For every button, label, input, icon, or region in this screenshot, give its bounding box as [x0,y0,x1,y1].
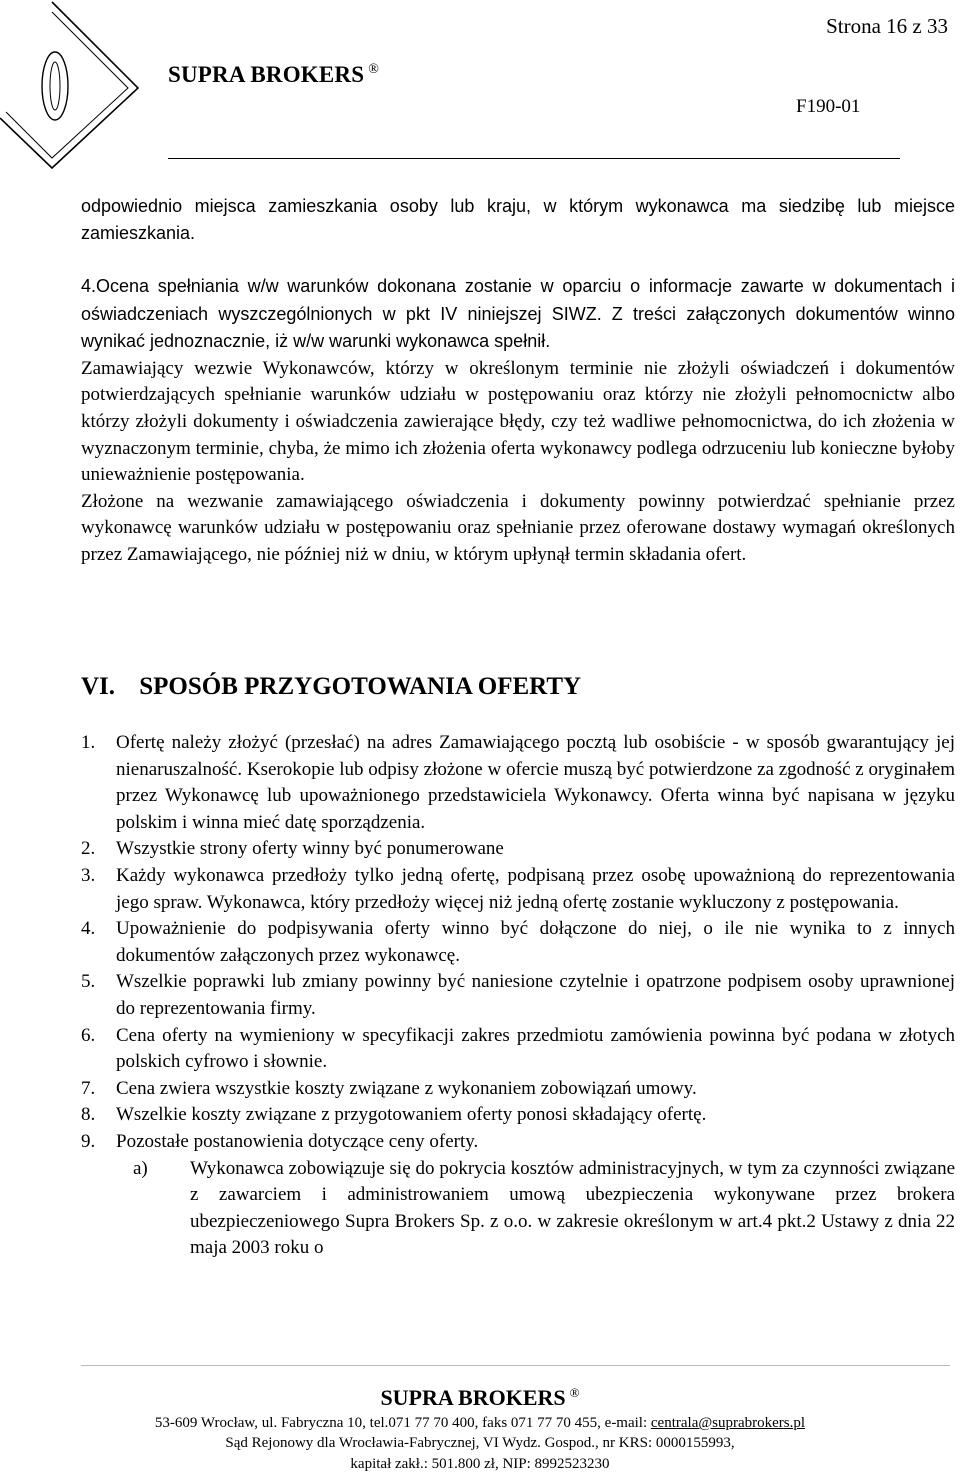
evaluation-text-2: Z treści załączonych dokumentów winno wynikać jednoznacznie, iż w/w warunki wykonawca spełnił. [81,303,955,352]
page-number: Strona 16 z 33 [826,14,948,38]
paragraph-continued: odpowiednio miejsca zamieszkania osoby lub kraju, w którym wykonawca ma siedzibę lub miejsce zamieszkania. [81,196,955,243]
section-list [81,730,955,1262]
form-code: F190-01 [796,96,861,117]
list-item: 5. Wszelkie poprawki lub zmiany powinny być naniesione czytelnie i opatrzone podpisem osoby uprawnionej do reprezentowania firmy. [81,971,955,1019]
footer-email-link[interactable]: centrala@suprabrokers.pl [650,1415,806,1431]
list-item: 4. Upoważnienie do podpisywania oferty winno być dołączone do niej, o ile nie wynika to z innych dokumentów załączonych przez wykonawcę. [81,918,955,966]
sublist-item: a) Wykonawca zobowiązuje się do pokrycia kosztów administracyjnych, w tym za czynności związane z zawarciem i administrowaniem umową ubezpieczenia wykonywane przez brokera ubezpieczeniowego Supra Brokers Sp. z o.o. w zakresie określonym w art.4 pkt.2 Ustawy z dnia 22 maja 2003 roku o [133,1157,955,1259]
list-item: 6. Cena oferty na wymieniony w specyfikacji zakres przedmiotu zamówienia powinna być podana w złotych polskich cyfrowo i słownie. [81,1024,955,1073]
evaluation-text: 4.Ocena spełniania w/w warunków dokonana zostanie w oparciu o informacje zawarte w dokumentach i oświadczeniach wyszczególnionych w pkt IV niniejszej SIWZ. [81,276,955,324]
body-block-2 [81,273,955,569]
sublist-wrapper [81,1156,955,1262]
paragraph-summon: Zamawiający wezwie Wykonawców, którzy w określonym terminie nie złożyli oświadczeń i dokumentów potwierdzających spełnianie warunków udziału w postępowaniu oraz którzy nie złożyli pełnomocnictw albo którzy złożyli dokumenty i oświadczenia zawierające błędy, czy też wadliwe pełnomocnictwa, do ich złożenia w wyznaczonym terminie, chyba, że mimo ich złożenia oferta wykonawcy podlega odrzuceniu lub konieczne byłoby unieważnienie postępowania. [81,357,955,486]
supra-brokers-logo [0,0,140,170]
list-item: 8. Wszelkie koszty związane z przygotowaniem oferty ponosi składający ofertę. [81,1104,707,1126]
footer-brand [0,1385,960,1411]
body-block-1 [81,193,955,246]
list-item: 1. Ofertę należy złożyć (przesłać) na adres Zamawiającego pocztą lub osobiście - w sposób gwarantujący jej nienaruszalność. Kserokopie lub odpisy złożone w ofercie muszą być potwierdzone za zgodność z oryginałem przez Wykonawcę lub upoważnionego przedstawiciela Wykonawcy. Oferta winna być napisana w języku polskim i winna mieć datę sporządzenia. [81,732,955,833]
header-divider [168,158,900,159]
list-item: 7. Cena zwiera wszystkie koszty związane z wykonaniem zobowiązań umowy. [81,1077,697,1099]
paragraph-evaluation [81,273,955,356]
footer-court: Sąd Rejonowy dla Wrocławia-Fabrycznej, VI Wydz. Gospod., nr KRS: 0000155993, [225,1435,735,1451]
footer-address-text: 53-609 Wrocław, ul. Fabryczna 10, tel.071 77 70 400, faks 071 77 70 455, e-mail: [154,1415,651,1431]
header-brand-name: SUPRA BROKERS [168,62,365,87]
footer-divider [81,1365,950,1366]
footer-capital: kapitał zakł.: 501.800 zł, NIP: 8992523230 [350,1456,610,1472]
list-item: 9. Pozostałe postanowienia dotyczące ceny oferty. [81,1130,479,1152]
sublist [81,1156,955,1262]
footer-registered-mark: ® [569,1385,580,1400]
footer-brand-name: SUPRA BROKERS [380,1385,566,1410]
header-brand [168,62,379,88]
section-title: SPOSÓB PRZYGOTOWANIA OFERTY [139,673,582,700]
section-heading [81,673,581,701]
paragraph-submitted: Złożone na wezwanie zamawiającego oświadczenia i dokumenty powinny potwierdzać spełnianie przez wykonawcę warunków udziału w postępowaniu oraz spełnianie przez oferowane dostawy wymagań określonych przez Zamawiającego, nie później niż w dniu, w którym upłynął termin składania ofert. [81,490,955,565]
footer-address [0,1415,960,1432]
section-number: VI. [81,673,116,700]
registered-mark: ® [368,62,380,77]
list-item: 3. Każdy wykonawca przedłoży tylko jedną ofertę, podpisaną przez osobę upoważnioną do reprezentowania jego spraw. Wykonawca, który przedłoży więcej niż jedną ofertę zostanie wykluczony z postępowania. [81,864,955,913]
list-item: 2. Wszystkie strony oferty winny być ponumerowane [81,838,504,860]
